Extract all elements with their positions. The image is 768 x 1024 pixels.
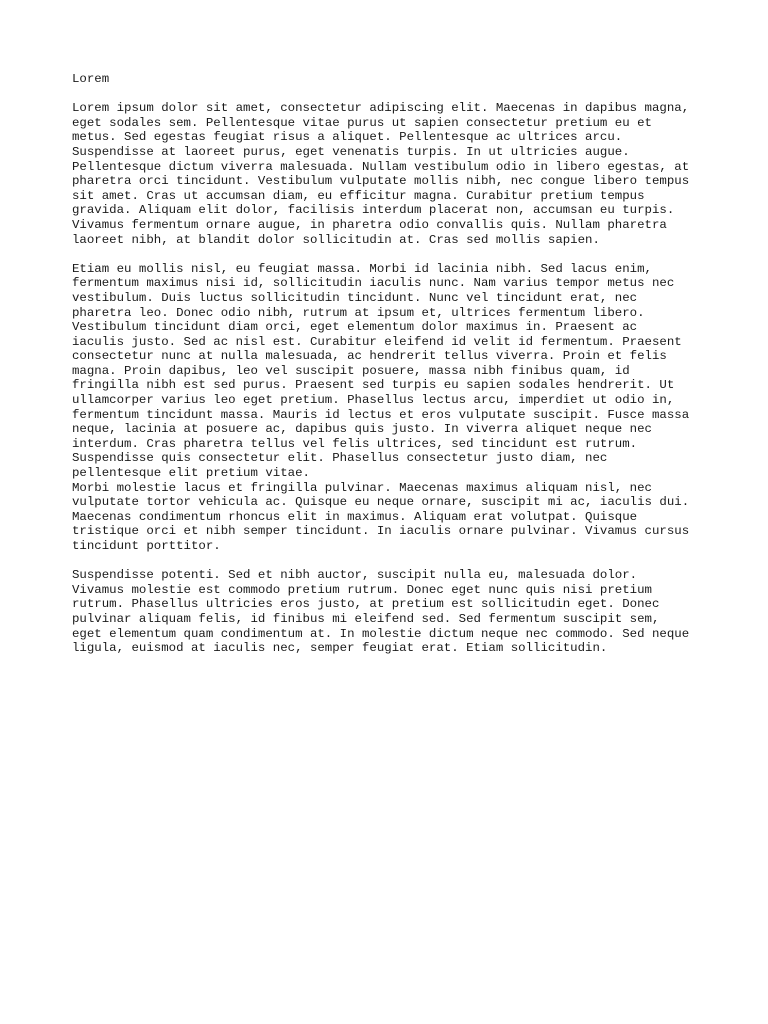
paragraph-line: consectetur nunc at nulla malesuada, ac hendrerit tellus viverra. Proin et felis xyxy=(72,349,667,364)
paragraph-line: Morbi molestie lacus et fringilla pulvinar. Maecenas maximus aliquam nisl, nec xyxy=(72,480,652,495)
paragraph-line: Maecenas condimentum rhoncus elit in maximus. Aliquam erat volutpat. Quisque xyxy=(72,509,638,524)
paragraph-line: eget elementum quam condimentum at. In molestie dictum neque nec commodo. Sed neque xyxy=(72,626,690,641)
paragraph-line: ligula, euismod at iaculis nec, semper feugiat erat. Etiam sollicitudin. xyxy=(72,641,608,656)
paragraph-line: pharetra orci tincidunt. Vestibulum vulputate mollis nibh, nec congue libero tempus xyxy=(72,174,690,189)
paragraph-line: tristique orci et nibh semper tincidunt. In iaculis ornare pulvinar. Vivamus cursus xyxy=(72,524,690,539)
paragraph-line: metus. Sed egestas feugiat risus a aliquet. Pellentesque ac ultrices arcu. xyxy=(72,130,623,145)
paragraph-spacer xyxy=(72,247,702,262)
paragraph-line: Vivamus molestie est commodo pretium rutrum. Donec eget nunc quis nisi pretium xyxy=(72,582,652,597)
paragraph-line: laoreet nibh, at blandit dolor sollicitudin at. Cras sed mollis sapien. xyxy=(72,232,600,247)
document-title: Lorem xyxy=(72,72,110,86)
paragraph-line: fringilla nibh est sed purus. Praesent sed turpis eu sapien sodales hendrerit. Ut xyxy=(72,378,675,393)
paragraph-line: fermentum tincidunt massa. Mauris id lectus et eros vulputate suscipit. Fusce massa xyxy=(72,407,690,422)
paragraph xyxy=(72,568,702,656)
paragraph-line: vestibulum. Duis luctus sollicitudin tincidunt. Nunc vel tincidunt erat, nec xyxy=(72,290,638,305)
paragraph-line: Suspendisse quis consectetur elit. Phasellus consectetur justo diam, nec xyxy=(72,451,608,466)
paragraph-line: Pellentesque dictum viverra malesuada. Nullam vestibulum odio in libero egestas, at xyxy=(72,159,690,174)
paragraph-line: Lorem ipsum dolor sit amet, consectetur adipiscing elit. Maecenas in dapibus magna, xyxy=(72,101,690,116)
paragraph xyxy=(72,101,702,247)
paragraph-line: Vivamus fermentum ornare augue, in pharetra odio convallis quis. Nullam pharetra xyxy=(72,217,667,232)
paragraph-line: interdum. Cras pharetra tellus vel felis ultrices, sed tincidunt est rutrum. xyxy=(72,436,638,451)
paragraph-line: Vestibulum tincidunt diam orci, eget elementum dolor maximus in. Praesent ac xyxy=(72,320,638,335)
paragraph-line: Etiam eu mollis nisl, eu feugiat massa. Morbi id lacinia nibh. Sed lacus enim, xyxy=(72,261,652,276)
paragraph-line: pellentesque elit pretium vitae. xyxy=(72,466,310,481)
paragraph-line: pulvinar aliquam felis, id finibus mi eleifend sed. Sed fermentum suscipit sem, xyxy=(72,611,660,626)
paragraph-line: vulputate tortor vehicula ac. Quisque eu neque ornare, suscipit mi ac, iaculis dui. xyxy=(72,495,690,510)
paragraph xyxy=(72,262,702,554)
paragraph-line: Suspendisse at laoreet purus, eget venenatis turpis. In ut ultricies augue. xyxy=(72,144,630,159)
paragraph-line: neque, lacinia at posuere ac, dapibus quis justo. In viverra aliquet neque nec xyxy=(72,422,652,437)
paragraph-line: ullamcorper varius leo eget pretium. Phasellus lectus arcu, imperdiet ut odio in, xyxy=(72,393,675,408)
paragraph-line: fermentum maximus nisi id, sollicitudin iaculis nunc. Nam varius tempor metus nec xyxy=(72,276,675,291)
paragraph-line: gravida. Aliquam elit dolor, facilisis interdum placerat non, accumsan eu turpis. xyxy=(72,203,675,218)
paragraph-line: rutrum. Phasellus ultricies eros justo, at pretium est sollicitudin eget. Donec xyxy=(72,597,660,612)
paragraph-line: tincidunt porttitor. xyxy=(72,539,221,553)
paragraph-line: magna. Proin dapibus, leo vel suscipit posuere, massa nibh finibus quam, id xyxy=(72,363,630,378)
document-page xyxy=(72,72,702,656)
paragraph-spacer xyxy=(72,554,702,569)
paragraph-spacer xyxy=(72,87,702,102)
document-body xyxy=(72,101,702,656)
paragraph-line: sit amet. Cras ut accumsan diam, eu efficitur magna. Curabitur pretium tempus xyxy=(72,188,645,203)
paragraph-line: Suspendisse potenti. Sed et nibh auctor, suscipit nulla eu, malesuada dolor. xyxy=(72,568,638,583)
paragraph-line: iaculis justo. Sed ac nisl est. Curabitur eleifend id velit id fermentum. Praesent xyxy=(72,334,682,349)
paragraph-line: eget sodales sem. Pellentesque vitae purus ut sapien consectetur pretium eu et xyxy=(72,115,652,130)
paragraph-line: pharetra leo. Donec odio nibh, rutrum at ipsum et, ultrices fermentum libero. xyxy=(72,305,645,320)
